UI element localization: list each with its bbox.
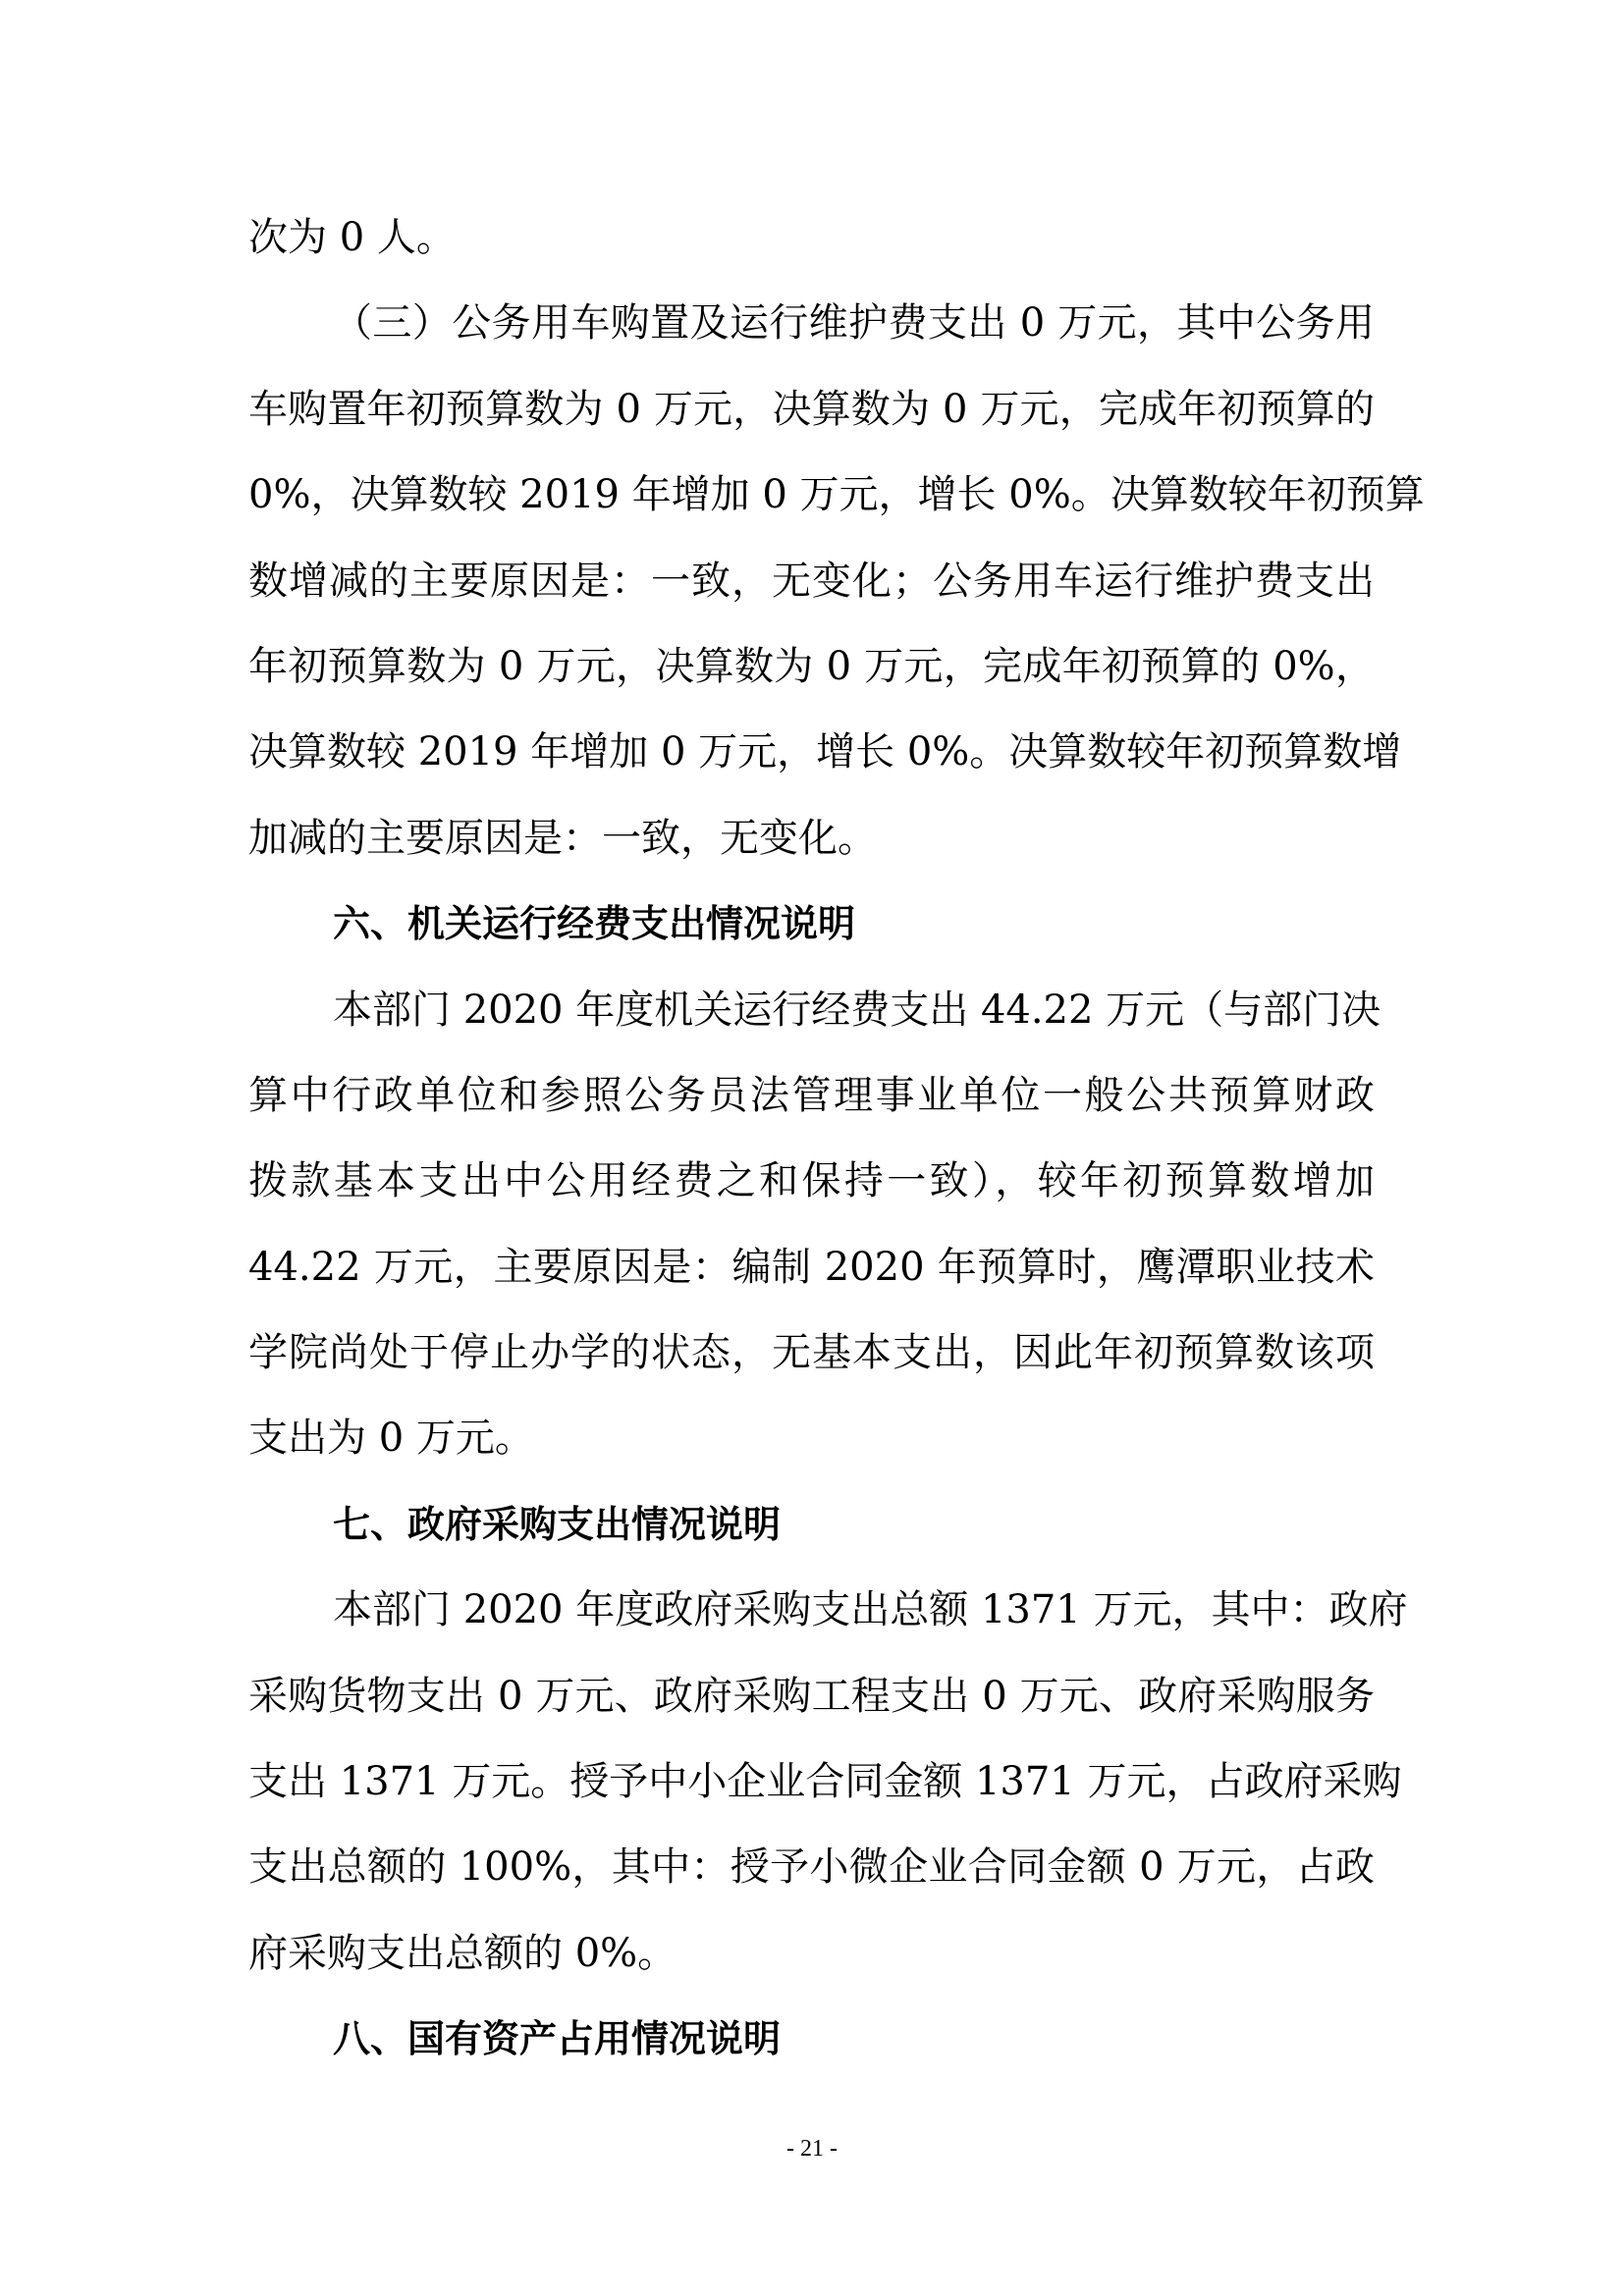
- paragraph-line: 支出总额的 100%，其中：授予小微企业合同金额 0 万元，占政: [248, 1844, 1375, 1891]
- section-heading: 八、国有资产占用情况说明: [333, 2017, 782, 2061]
- paragraph-line: 本部门 2020 年度政府采购支出总额 1371 万元，其中：政府: [333, 1587, 1408, 1633]
- document-body: [248, 195, 1425, 2083]
- paragraph-line: （三）公务用车购置及运行维护费支出 0 万元，其中公务用: [333, 300, 1375, 347]
- paragraph-line: 加减的主要原因是：一致，无变化。: [248, 815, 877, 861]
- section-heading: 六、机关运行经费支出情况说明: [333, 902, 856, 946]
- paragraph-line: 支出为 0 万元。: [248, 1415, 534, 1462]
- paragraph-line: 次为 0 人。: [248, 215, 456, 260]
- paragraph-line: 本部门 2020 年度机关运行经费支出 44.22 万元（与部门决: [333, 987, 1381, 1033]
- paragraph-line: 年初预算数为 0 万元，决算数为 0 万元，完成年初预算的 0%，: [248, 643, 1375, 689]
- paragraph-line: 数增减的主要原因是：一致，无变化；公务用车运行维护费支出: [248, 558, 1375, 604]
- paragraph-line: 支出 1371 万元。授予中小企业合同金额 1371 万元，占政府采购: [248, 1759, 1402, 1805]
- paragraph-line: 0%，决算数较 2019 年增加 0 万元，增长 0%。决算数较年初预算: [248, 472, 1425, 518]
- page-number: - 21 -: [786, 2136, 838, 2162]
- paragraph-line: 决算数较 2019 年增加 0 万元，增长 0%。决算数较年初预算数增: [248, 729, 1402, 775]
- paragraph-line: 44.22 万元，主要原因是：编制 2020 年预算时，鹰潭职业技术: [248, 1244, 1375, 1290]
- paragraph-line: 车购置年初预算数为 0 万元，决算数为 0 万元，完成年初预算的: [248, 386, 1375, 432]
- paragraph-line: 拨款基本支出中公用经费之和保持一致），较年初预算数增加: [248, 1158, 1375, 1204]
- paragraph-line: 算中行政单位和参照公务员法管理事业单位一般公共预算财政: [248, 1072, 1375, 1118]
- paragraph-line: 学院尚处于停止办学的状态，无基本支出，因此年初预算数该项: [248, 1330, 1375, 1376]
- section-heading: 七、政府采购支出情况说明: [333, 1502, 782, 1546]
- paragraph-line: 采购货物支出 0 万元、政府采购工程支出 0 万元、政府采购服务: [248, 1673, 1375, 1719]
- paragraph-line: 府采购支出总额的 0%。: [248, 1930, 677, 1976]
